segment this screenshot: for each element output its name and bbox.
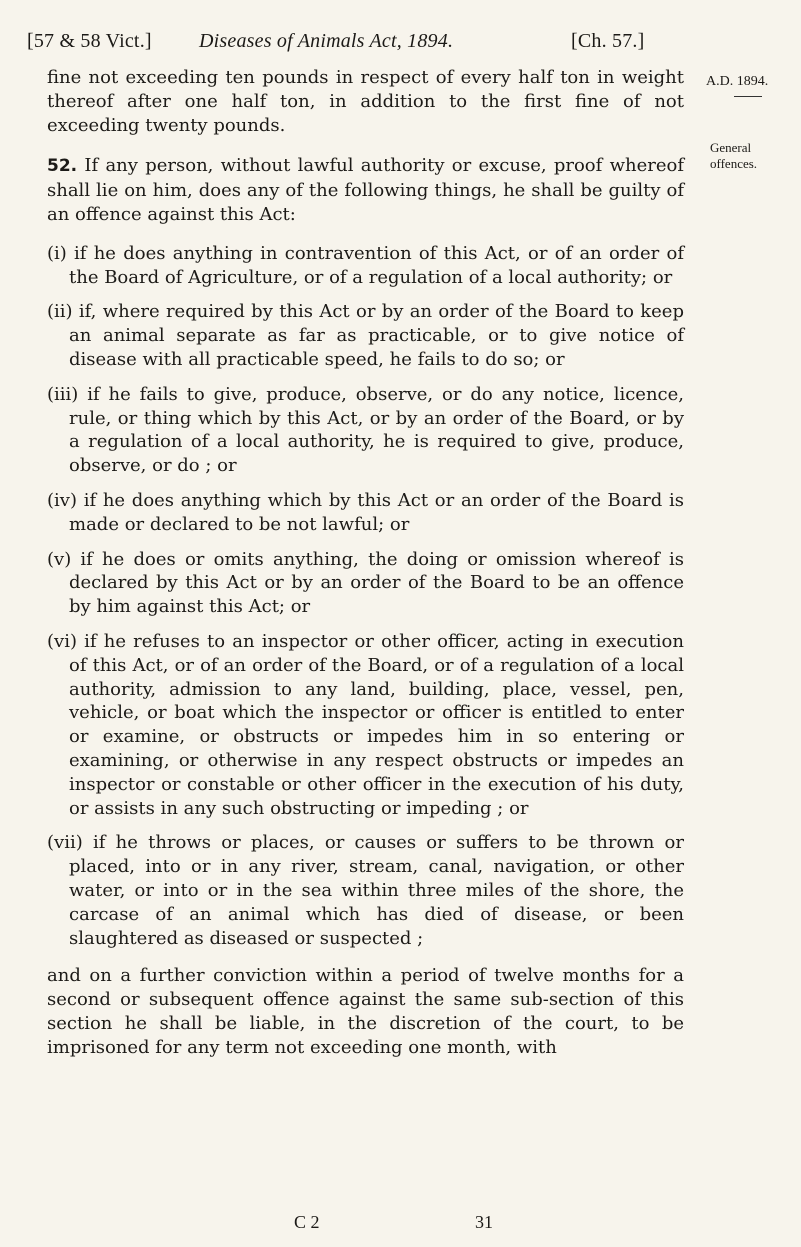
regnal-year: [57 & 58 Vict.] [27, 30, 152, 52]
section-52-paragraph [47, 154, 684, 226]
clause-iii: (iii) if he fails to give, produce, observe, or do any notice, licence, rule, or thing which by this Act, or by an order of the Board, or by a regulation of a local authority, he is required to give, produce, observe, or do ; or [47, 383, 684, 477]
clause-iv: (iv) if he does anything which by this Act or an order of the Board is made or declared to be not lawful; or [47, 489, 684, 535]
section-number: 52. [47, 156, 78, 177]
margin-date: A.D. 1894. [706, 74, 769, 89]
section-intro: If any person, without lawful authority or excuse, proof whereof shall lie on him, does any of the following things, he shall be guilty of an offence against this Act: [47, 155, 684, 225]
clause-v: (v) if he does or omits anything, the doing or omission whereof is declared by this Act or by an order of the Board to be an offence by him against this Act; or [47, 548, 684, 618]
body-text [47, 66, 684, 1059]
margin-sidenote: General offences. [710, 140, 758, 171]
act-title: Diseases of Animals Act, 1894. [199, 30, 454, 52]
clause-vi: (vi) if he refuses to an inspector or other officer, acting in execution of this Act, or of an order of the Board, or of a regulation of a local authority, admission to any land, building, place, vessel, pen, vehicle, or boat which the inspector or officer is entitled to enter or examine, or obstructs or impedes him in so entering or examining, or otherwise in any respect obstructs or impedes an inspector or constable or other officer in the execution of his duty, or assists in any such obstructing or impeding ; or [47, 630, 684, 819]
chapter-number: [Ch. 57.] [571, 30, 645, 52]
signature-mark: C 2 [294, 1212, 320, 1232]
clause-vii: (vii) if he throws or places, or causes or suffers to be thrown or placed, into or in any river, stream, canal, navigation, or other water, or into or in the sea within three miles of the shore, the carcase of an animal which has died of disease, or been slaughtered as diseased or suspected ; [47, 832, 684, 949]
clause-i: (i) if he does anything in contravention of this Act, or of an order of the Board of Agriculture, or of a regulation of a local authority; or [47, 242, 684, 288]
margin-rule [734, 96, 762, 97]
closing-paragraph: and on a further conviction within a period of twelve months for a second or subsequent offence against the same sub-section of this section he shall be liable, in the discretion of the court, to be imprisoned for any term not exceeding one month, with [47, 965, 684, 1058]
page-number: 31 [475, 1212, 493, 1232]
clause-ii: (ii) if, where required by this Act or by an order of the Board to keep an animal separate as far as practicable, or to give notice of disease with all practicable speed, he fails to do so; or [47, 301, 684, 370]
continuation-paragraph: fine not exceeding ten pounds in respect of every half ton in weight thereof after one half ton, in addition to the first fine of not exceeding twenty pounds. [47, 67, 684, 136]
